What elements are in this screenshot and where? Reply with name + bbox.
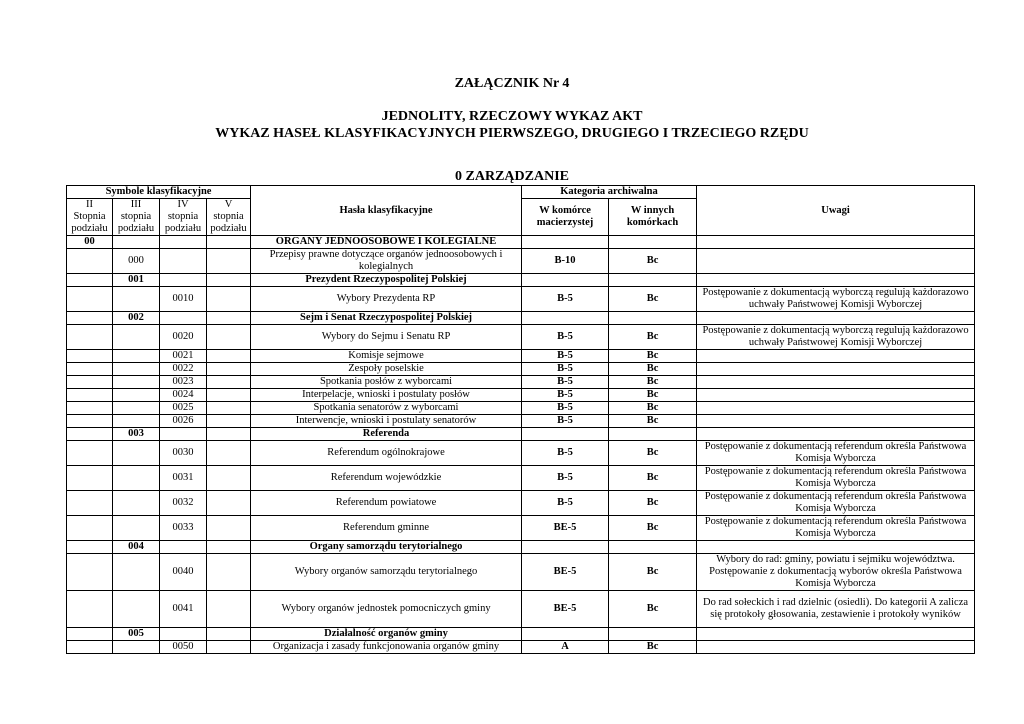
entry-row: [67, 415, 975, 428]
symbol-cell: [207, 236, 251, 249]
entry-row: [67, 249, 975, 274]
symbol-cell: 0040: [160, 554, 207, 591]
home-category: B-5: [522, 491, 609, 516]
entry-row: [67, 325, 975, 350]
section-code: 001: [113, 274, 160, 287]
symbols-header: Symbole klasyfikacyjne: [67, 186, 251, 199]
section-title: Referenda: [251, 428, 522, 441]
document-title-line-2: WYKAZ HASEŁ KLASYFIKACYJNYCH PIERWSZEGO, DRUGIEGO I TRZECIEGO RZĘDU: [215, 126, 809, 141]
home-category: B-5: [522, 325, 609, 350]
symbol-cell: [67, 441, 113, 466]
category-cell: [522, 312, 609, 325]
symbol-cell: [67, 402, 113, 415]
home-category: BE-5: [522, 516, 609, 541]
category-cell: [609, 541, 697, 554]
note-cell: Postępowanie z dokumentacją wyborczą regulują każdorazowo uchwały Państwowej Komisji Wyborczej: [697, 325, 975, 350]
symbol-cell: [67, 312, 113, 325]
level3-header: III stopnia podziału: [113, 199, 160, 236]
symbol-cell: [207, 287, 251, 312]
section-row: [67, 274, 975, 287]
section-row: [67, 541, 975, 554]
symbol-cell: 0022: [160, 363, 207, 376]
symbol-cell: [207, 312, 251, 325]
symbol-cell: [113, 389, 160, 402]
other-category: Bc: [609, 249, 697, 274]
symbol-cell: [67, 554, 113, 591]
symbol-cell: [207, 325, 251, 350]
category-cell: [522, 428, 609, 441]
symbol-cell: [67, 516, 113, 541]
section-title: 0 ZARZĄDZANIE: [455, 169, 569, 184]
symbol-cell: [207, 274, 251, 287]
note-cell: [697, 249, 975, 274]
entry-title: Interwencje, wnioski i postulaty senatorów: [251, 415, 522, 428]
entry-row: [67, 287, 975, 312]
other-category: Bc: [609, 287, 697, 312]
symbol-cell: [67, 325, 113, 350]
symbol-cell: [207, 466, 251, 491]
symbol-cell: 0023: [160, 376, 207, 389]
entry-title: Wybory organów jednostek pomocniczych gminy: [251, 591, 522, 628]
entry-title: Referendum powiatowe: [251, 491, 522, 516]
symbol-cell: [67, 274, 113, 287]
other-category: Bc: [609, 350, 697, 363]
symbol-cell: [113, 415, 160, 428]
other-category: Bc: [609, 389, 697, 402]
symbol-cell: [67, 249, 113, 274]
other-category: Bc: [609, 641, 697, 654]
note-cell: Postępowanie z dokumentacją referendum określa Państwowa Komisja Wyborcza: [697, 516, 975, 541]
category-cell: [609, 236, 697, 249]
symbol-cell: 0020: [160, 325, 207, 350]
symbol-cell: [207, 441, 251, 466]
symbol-cell: [207, 249, 251, 274]
entry-row: [67, 516, 975, 541]
other-category: Bc: [609, 325, 697, 350]
symbol-cell: [207, 591, 251, 628]
entry-row: [67, 466, 975, 491]
symbol-cell: [160, 312, 207, 325]
home-category: B-5: [522, 415, 609, 428]
note-cell: Wybory do rad: gminy, powiatu i sejmiku województwa. Postępowanie z dokumentacją wyborów określa Państwowa Komisja Wyborcza: [697, 554, 975, 591]
section-title: ORGANY JEDNOOSOBOWE I KOLEGIALNE: [251, 236, 522, 249]
entry-row: [67, 350, 975, 363]
section-title: Sejm i Senat Rzeczypospolitej Polskiej: [251, 312, 522, 325]
home-cell-header: W komórce macierzystej: [522, 199, 609, 236]
category-cell: [609, 274, 697, 287]
symbol-cell: [113, 350, 160, 363]
symbol-cell: [113, 363, 160, 376]
other-category: Bc: [609, 402, 697, 415]
note-cell: [697, 236, 975, 249]
symbol-cell: 0041: [160, 591, 207, 628]
entry-title: Komisje sejmowe: [251, 350, 522, 363]
symbol-cell: [207, 363, 251, 376]
other-category: Bc: [609, 363, 697, 376]
notes-header: Uwagi: [697, 186, 975, 236]
symbol-cell: [160, 274, 207, 287]
note-cell: Postępowanie z dokumentacją referendum określa Państwowa Komisja Wyborcza: [697, 441, 975, 466]
home-category: B-5: [522, 466, 609, 491]
entry-row: [67, 491, 975, 516]
section-code: 00: [67, 236, 113, 249]
symbol-cell: 0050: [160, 641, 207, 654]
note-cell: [697, 641, 975, 654]
home-category: A: [522, 641, 609, 654]
symbol-cell: 0030: [160, 441, 207, 466]
other-cells-header: W innych komórkach: [609, 199, 697, 236]
section-code: 005: [113, 628, 160, 641]
symbol-cell: [67, 428, 113, 441]
home-category: B-5: [522, 389, 609, 402]
other-category: Bc: [609, 591, 697, 628]
home-category: B-5: [522, 376, 609, 389]
section-code: 004: [113, 541, 160, 554]
symbol-cell: [113, 402, 160, 415]
other-category: Bc: [609, 415, 697, 428]
symbol-cell: 0021: [160, 350, 207, 363]
home-category: B-5: [522, 350, 609, 363]
symbol-cell: [207, 491, 251, 516]
symbol-cell: [160, 428, 207, 441]
other-category: Bc: [609, 441, 697, 466]
symbol-cell: [113, 591, 160, 628]
level5-header: V stopnia podziału: [207, 199, 251, 236]
symbol-cell: [67, 641, 113, 654]
symbol-cell: [67, 350, 113, 363]
entries-header: Hasła klasyfikacyjne: [251, 186, 522, 236]
symbol-cell: [67, 376, 113, 389]
symbol-cell: [113, 325, 160, 350]
section-title: Prezydent Rzeczypospolitej Polskiej: [251, 274, 522, 287]
home-category: B-5: [522, 363, 609, 376]
entry-title: Zespoły poselskie: [251, 363, 522, 376]
home-category: B-10: [522, 249, 609, 274]
level2-header: II Stopnia podziału: [67, 199, 113, 236]
category-cell: [522, 236, 609, 249]
entry-title: Referendum wojewódzkie: [251, 466, 522, 491]
symbol-cell: [207, 376, 251, 389]
symbol-cell: [67, 389, 113, 402]
symbol-cell: [113, 554, 160, 591]
symbol-cell: 0025: [160, 402, 207, 415]
category-header: Kategoria archiwalna: [522, 186, 697, 199]
note-cell: [697, 312, 975, 325]
symbol-cell: [207, 428, 251, 441]
category-cell: [522, 541, 609, 554]
section-row: [67, 428, 975, 441]
entry-title: Wybory Prezydenta RP: [251, 287, 522, 312]
symbol-cell: [207, 641, 251, 654]
symbol-cell: [67, 363, 113, 376]
category-cell: [522, 628, 609, 641]
symbol-cell: [207, 541, 251, 554]
note-cell: [697, 541, 975, 554]
category-cell: [609, 428, 697, 441]
entry-title: Wybory do Sejmu i Senatu RP: [251, 325, 522, 350]
other-category: Bc: [609, 491, 697, 516]
symbol-cell: [160, 249, 207, 274]
other-category: Bc: [609, 376, 697, 389]
symbol-cell: 0033: [160, 516, 207, 541]
symbol-cell: 000: [113, 249, 160, 274]
entry-row: [67, 402, 975, 415]
section-code: 003: [113, 428, 160, 441]
symbol-cell: [67, 466, 113, 491]
document-title-line-1: JEDNOLITY, RZECZOWY WYKAZ AKT: [381, 109, 643, 124]
home-category: BE-5: [522, 591, 609, 628]
symbol-cell: [160, 628, 207, 641]
entry-row: [67, 376, 975, 389]
note-cell: [697, 428, 975, 441]
category-cell: [609, 312, 697, 325]
note-cell: Postępowanie z dokumentacją referendum określa Państwowa Komisja Wyborcza: [697, 466, 975, 491]
symbol-cell: [113, 376, 160, 389]
section-row: [67, 312, 975, 325]
symbol-cell: [113, 287, 160, 312]
home-category: B-5: [522, 441, 609, 466]
entry-row: [67, 441, 975, 466]
home-category: B-5: [522, 402, 609, 415]
note-cell: [697, 628, 975, 641]
symbol-cell: [207, 415, 251, 428]
symbol-cell: [207, 516, 251, 541]
entry-title: Przepisy prawne dotyczące organów jednoosobowych i kolegialnych: [251, 249, 522, 274]
note-cell: Postępowanie z dokumentacją wyborczą regulują każdorazowo uchwały Państwowej Komisji Wyborczej: [697, 287, 975, 312]
other-category: Bc: [609, 554, 697, 591]
section-title: Organy samorządu terytorialnego: [251, 541, 522, 554]
note-cell: [697, 415, 975, 428]
symbol-cell: [67, 628, 113, 641]
symbol-cell: [113, 491, 160, 516]
symbol-cell: [113, 641, 160, 654]
section-title: Działalność organów gminy: [251, 628, 522, 641]
symbol-cell: [113, 441, 160, 466]
symbol-cell: [67, 415, 113, 428]
section-code: 002: [113, 312, 160, 325]
entry-row: [67, 363, 975, 376]
home-category: B-5: [522, 287, 609, 312]
level4-header: IV stopnia podziału: [160, 199, 207, 236]
note-cell: [697, 363, 975, 376]
category-cell: [522, 274, 609, 287]
annex-title: ZAŁĄCZNIK Nr 4: [454, 76, 570, 91]
symbol-cell: 0026: [160, 415, 207, 428]
note-cell: [697, 274, 975, 287]
note-cell: Do rad sołeckich i rad dzielnic (osiedli). Do kategorii A zalicza się protokoły głosowania, zestawienie i protokoły wyników: [697, 591, 975, 628]
entry-title: Interpelacje, wnioski i postulaty posłów: [251, 389, 522, 402]
symbol-cell: 0010: [160, 287, 207, 312]
note-cell: [697, 376, 975, 389]
entry-title: Wybory organów samorządu terytorialnego: [251, 554, 522, 591]
section-row: [67, 628, 975, 641]
symbol-cell: [113, 466, 160, 491]
classification-table: [66, 185, 975, 654]
entry-title: Referendum gminne: [251, 516, 522, 541]
symbol-cell: [207, 402, 251, 415]
entry-title: Spotkania senatorów z wyborcami: [251, 402, 522, 415]
category-cell: [609, 628, 697, 641]
other-category: Bc: [609, 516, 697, 541]
entry-row: [67, 641, 975, 654]
entry-row: [67, 591, 975, 628]
note-cell: [697, 402, 975, 415]
symbol-cell: [160, 541, 207, 554]
table-body: [67, 236, 975, 654]
symbol-cell: 0031: [160, 466, 207, 491]
entry-title: Spotkania posłów z wyborcami: [251, 376, 522, 389]
symbol-cell: [113, 236, 160, 249]
symbol-cell: [67, 491, 113, 516]
symbol-cell: [207, 389, 251, 402]
other-category: Bc: [609, 466, 697, 491]
home-category: BE-5: [522, 554, 609, 591]
symbol-cell: [207, 350, 251, 363]
entry-title: Organizacja i zasady funkcjonowania organów gminy: [251, 641, 522, 654]
entry-row: [67, 389, 975, 402]
symbol-cell: [67, 541, 113, 554]
entry-row: [67, 554, 975, 591]
symbol-cell: [207, 554, 251, 591]
symbol-cell: [67, 591, 113, 628]
symbol-cell: [113, 516, 160, 541]
symbol-cell: 0024: [160, 389, 207, 402]
symbol-cell: [160, 236, 207, 249]
note-cell: [697, 350, 975, 363]
symbol-cell: [67, 287, 113, 312]
symbol-cell: [207, 628, 251, 641]
note-cell: [697, 389, 975, 402]
entry-title: Referendum ogólnokrajowe: [251, 441, 522, 466]
section-row: [67, 236, 975, 249]
note-cell: Postępowanie z dokumentacją referendum określa Państwowa Komisja Wyborcza: [697, 491, 975, 516]
symbol-cell: 0032: [160, 491, 207, 516]
